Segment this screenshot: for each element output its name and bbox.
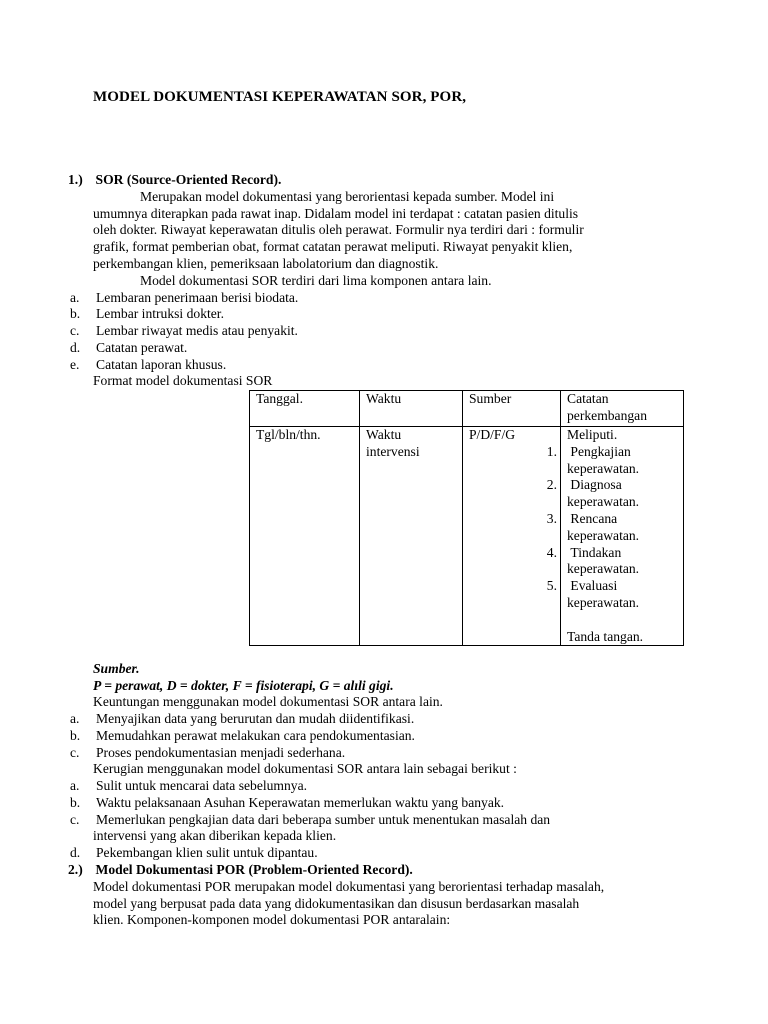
list-marker: c. xyxy=(70,323,80,338)
notes-item-number: 3. xyxy=(546,510,557,526)
list-marker: b. xyxy=(70,795,81,810)
page-title: MODEL DOKUMENTASI KEPERAWATAN SOR, POR, xyxy=(93,89,467,105)
notes-item-text: Pengkajian xyxy=(570,443,631,459)
list-item-text: Memerlukan pengkajian data dari beberapa sumber untuk menentukan masalah dan xyxy=(96,812,551,827)
notes-item-number: 5. xyxy=(546,578,557,594)
notes-item xyxy=(546,510,677,545)
list-marker: d. xyxy=(70,845,81,860)
header-cell-catatan: Catatan perkembangan xyxy=(561,391,684,427)
notes-item xyxy=(546,544,677,579)
notes-item-text: keperawatan. xyxy=(567,527,640,543)
cell-date: Tgl/bln/thn. xyxy=(250,427,360,646)
list-item xyxy=(70,745,345,762)
header-cell-tanggal: Tanggal. xyxy=(250,391,360,427)
cell-notes xyxy=(546,427,684,646)
list-marker: c. xyxy=(70,812,80,827)
notes-item-text: keperawatan. xyxy=(567,460,640,476)
list-item-text: Lembaran penerimaan berisi biodata. xyxy=(96,290,299,305)
list-item xyxy=(70,340,187,357)
list-marker: b. xyxy=(70,728,81,743)
list-item-text: Catatan laporan khusus. xyxy=(96,357,227,372)
notes-item-number: 2. xyxy=(546,477,557,493)
sor-format-table xyxy=(249,390,684,646)
list-item-text: Menyajikan data yang berurutan dan mudah diidentifikasi. xyxy=(96,711,415,726)
format-label: Format model dokumentasi SOR xyxy=(93,373,273,388)
notes-item-text: Evaluasi xyxy=(570,578,618,594)
advantages-intro: Keuntungan menggunakan model dokumentasi SOR antara lain. xyxy=(93,694,443,709)
sor-components-intro: Model dokumentasi SOR terdiri dari lima komponen antara lain. xyxy=(140,273,492,288)
sor-paragraph-line: oleh dokter. Riwayat keperawatan ditulis oleh perawat. Formulir nya terdiri dari : formulir xyxy=(93,222,584,237)
notes-item xyxy=(546,443,677,478)
notes-item xyxy=(546,578,677,612)
notes-item-text: Tindakan xyxy=(570,544,622,560)
table-row xyxy=(250,427,684,646)
notes-item xyxy=(546,477,677,511)
source-note-label: Sumber. xyxy=(93,661,140,676)
list-item-text: Proses pendokumentasian menjadi sederhana. xyxy=(96,745,346,760)
list-item xyxy=(70,711,414,728)
notes-item-text: keperawatan. xyxy=(567,561,640,577)
sor-heading-number: 1.) xyxy=(68,172,83,187)
list-marker: c. xyxy=(70,745,80,760)
list-item xyxy=(70,290,298,307)
notes-item-text: Diagnosa xyxy=(570,477,622,493)
source-note-text: P = perawat, D = dokter, F = fisioterapi, G = alıli gigi. xyxy=(93,678,394,693)
list-item xyxy=(70,845,318,862)
list-item xyxy=(70,728,415,745)
sor-heading xyxy=(68,172,281,189)
sor-paragraph-line: perkembangan klien, pemeriksaan labolatorium dan diagnostik. xyxy=(93,256,439,271)
notes-item-text: Rencana xyxy=(570,510,618,526)
header-cell-waktu: Waktu xyxy=(360,391,463,427)
disadvantages-intro: Kerugian menggunakan model dokumentasi SOR antara lain sebagai berikut : xyxy=(93,761,517,776)
list-item xyxy=(70,323,298,340)
list-item-text: Sulit untuk mencarai data sebelumnya. xyxy=(96,778,308,793)
list-marker: d. xyxy=(70,340,81,355)
sor-paragraph-line: umumnya diterapkan pada rawat inap. Didalam model ini terdapat : catatan pasien ditulis xyxy=(93,206,579,221)
por-heading-number: 2.) xyxy=(68,862,83,877)
table-header-row xyxy=(250,391,684,427)
por-paragraph-line: model yang berpusat pada data yang didokumentasikan dan disusun berdasarkan masalah xyxy=(93,896,580,911)
sor-paragraph-line: Merupakan model dokumentasi yang berorientasi kepada sumber. Model ini xyxy=(140,189,555,204)
por-paragraph-line: klien. Komponen-komponen model dokumentasi POR antaralain: xyxy=(93,912,451,927)
sor-heading-text: SOR (Source-Oriented Record). xyxy=(95,172,282,187)
por-heading-text: Model Dokumentasi POR (Problem-Oriented Record). xyxy=(95,862,413,877)
list-item-text: Pekembangan klien sulit untuk dipantau. xyxy=(96,845,318,860)
list-marker: a. xyxy=(70,778,80,793)
cell-source: P/D/F/G xyxy=(463,427,561,646)
list-item-text: Waktu pelaksanaan Asuhan Keperawatan memerlukan waktu yang banyak. xyxy=(96,795,505,810)
notes-intro: Meliputi. xyxy=(567,427,618,442)
list-item-text: Lembar riwayat medis atau penyakit. xyxy=(96,323,298,338)
sor-paragraph-line: grafik, format pemberian obat, format catatan perawat meliputi. Riwayat penyakit klien, xyxy=(93,239,573,254)
notes-item-text: keperawatan. xyxy=(567,494,640,510)
list-marker: b. xyxy=(70,306,81,321)
list-marker: e. xyxy=(70,357,80,372)
notes-item-text: keperawatan. xyxy=(567,594,640,610)
notes-signature: Tanda tangan. xyxy=(567,628,644,644)
list-item xyxy=(70,778,307,795)
list-item xyxy=(70,795,504,812)
list-item-continuation: intervensi yang akan diberikan kepada klien. xyxy=(93,828,337,843)
list-item xyxy=(70,357,226,374)
list-item-text: Lembar intruksi dokter. xyxy=(96,306,224,321)
list-marker: a. xyxy=(70,290,80,305)
por-heading xyxy=(68,862,413,879)
notes-item-number: 4. xyxy=(546,544,557,560)
por-paragraph-line: Model dokumentasi POR merupakan model dokumentasi yang berorientasi terhadap masalah, xyxy=(93,879,605,894)
list-item-text: Catatan perawat. xyxy=(96,340,188,355)
notes-item-number: 1. xyxy=(546,443,557,459)
cell-time: Waktu intervensi xyxy=(360,427,463,646)
list-marker: a. xyxy=(70,711,80,726)
list-item xyxy=(70,306,224,323)
header-cell-sumber: Sumber xyxy=(463,391,561,427)
list-item xyxy=(70,812,550,829)
list-item-text: Memudahkan perawat melakukan cara pendokumentasian. xyxy=(96,728,415,743)
